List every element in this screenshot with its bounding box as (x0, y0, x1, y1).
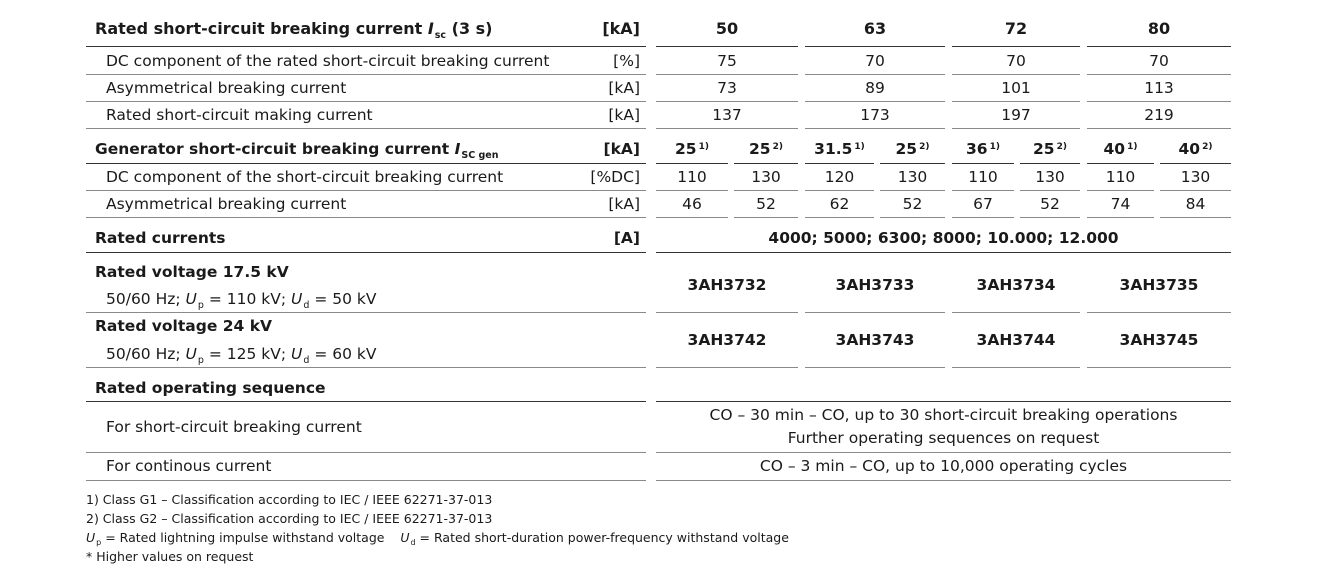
sequence-breaking-label: For short-circuit breaking current (106, 418, 362, 436)
cell: 120 (824, 168, 855, 186)
rule (805, 217, 874, 218)
rule (952, 190, 1014, 191)
voltage-17-title: Rated voltage 17.5 kV (95, 263, 289, 281)
cell: 130 (1180, 168, 1211, 186)
rule (1087, 312, 1231, 313)
rating-50: 50 (715, 19, 739, 38)
rule (86, 101, 646, 102)
footnote-1: 1) Class G1 – Classification according to IEC / IEEE 62271-37-013 (86, 492, 493, 507)
type-code: 3AH3734 (976, 276, 1056, 294)
cell: 130 (751, 168, 781, 186)
rule (656, 217, 728, 218)
row-label: Rated short-circuit making current (106, 106, 373, 124)
sequence-continuous-label: For continous current (106, 457, 272, 475)
voltage-24-sub: 50/60 Hz; $U_p = 125$ kV; $U_d = 60$ kV (106, 345, 377, 366)
gen-value: 31.5 $^{1)}$ (814, 140, 865, 158)
rule (656, 128, 798, 129)
cell: 52 (1040, 195, 1060, 213)
row-label: DC component of the short-circuit breaking current (106, 168, 504, 186)
voltage-17-sub: 50/60 Hz; $U_p = 110$ kV; $U_d = 50$ kV (106, 290, 377, 311)
footnote-4: * Higher values on request (86, 549, 254, 564)
rule (880, 163, 945, 164)
footnote-2: 2) Class G2 – Classification according to IEC / IEEE 62271-37-013 (86, 511, 493, 526)
rule (86, 480, 646, 481)
rule (1160, 217, 1231, 218)
rule (656, 252, 1231, 253)
header-rule-c4 (1087, 46, 1231, 47)
header-rule-c1 (656, 46, 798, 47)
row-unit: [kA] (608, 106, 640, 124)
rule (656, 452, 1231, 453)
cell: 46 (682, 195, 702, 213)
type-code: 3AH3745 (1119, 331, 1199, 349)
cell: 130 (1035, 168, 1065, 186)
sequence-breaking-line2: Further operating sequences on request (787, 429, 1100, 447)
rule (952, 128, 1080, 129)
cell: 219 (1144, 106, 1174, 124)
rule (805, 128, 945, 129)
cell: 84 (1185, 195, 1206, 213)
rule (1020, 217, 1080, 218)
gen-value: 40 $^{2)}$ (1178, 140, 1213, 158)
type-code: 3AH3743 (835, 331, 915, 349)
cell: 173 (860, 106, 890, 124)
rule (86, 128, 646, 129)
rated-currents-label: Rated currents (95, 229, 226, 247)
rule (1087, 163, 1154, 164)
rule (1160, 190, 1231, 191)
type-code: 3AH3735 (1119, 276, 1199, 294)
voltage-24-title: Rated voltage 24 kV (95, 317, 273, 335)
rule (1087, 367, 1231, 368)
cell: 75 (717, 52, 737, 70)
rule (734, 190, 798, 191)
cell: 70 (865, 52, 885, 70)
gen-value: 25 $^{1)}$ (675, 140, 709, 158)
cell: 52 (756, 195, 776, 213)
rated-currents-value: 4000; 5000; 6300; 8000; 10.000; 12.000 (768, 229, 1119, 247)
rule (952, 367, 1080, 368)
rule (656, 190, 728, 191)
rule (86, 312, 646, 313)
cell: 101 (1001, 79, 1031, 97)
rule (86, 401, 646, 402)
row-label: Asymmetrical breaking current (106, 195, 347, 213)
rule (952, 101, 1080, 102)
rule (656, 367, 798, 368)
rule (1020, 163, 1080, 164)
rule (1020, 190, 1080, 191)
rule (805, 190, 874, 191)
type-code: 3AH3733 (835, 276, 915, 294)
rule (656, 480, 1231, 481)
rule (86, 74, 646, 75)
rule (1087, 128, 1231, 129)
rule (656, 163, 728, 164)
row-unit: [%] (613, 52, 640, 70)
rule (86, 163, 646, 164)
row-unit: [kA] (608, 79, 640, 97)
cell: 73 (717, 79, 737, 97)
cell: 74 (1110, 195, 1131, 213)
sequence-title: Rated operating sequence (95, 379, 326, 397)
rule (805, 367, 945, 368)
footnote-3: $U_p$ = Rated lightning impulse withstand voltage $U_d$ = Rated short-duration power-frequency withstand voltage (86, 530, 789, 547)
type-code: 3AH3732 (687, 276, 767, 294)
header-rule-c2 (805, 46, 945, 47)
cell: 52 (902, 195, 923, 213)
gen-value: 25 $^{2)}$ (1033, 140, 1067, 158)
rule (1087, 101, 1231, 102)
rule (734, 217, 798, 218)
rated-currents-unit: [A] (613, 229, 640, 247)
header-rule (86, 46, 646, 47)
header-rule-c3 (952, 46, 1080, 47)
type-code: 3AH3744 (976, 331, 1056, 349)
rule (86, 190, 646, 191)
rule (86, 367, 646, 368)
row-unit: [%DC] (590, 168, 640, 186)
cell: 110 (1105, 168, 1136, 186)
row-label: DC component of the rated short-circuit breaking current (106, 52, 550, 70)
rule (952, 74, 1080, 75)
rule (880, 190, 945, 191)
cell: 113 (1144, 79, 1174, 97)
rule (656, 101, 798, 102)
rule (805, 312, 945, 313)
rule (656, 74, 798, 75)
gen-value: 36 $^{1)}$ (966, 140, 1000, 158)
cell: 70 (1149, 52, 1169, 70)
cell: 197 (1001, 106, 1031, 124)
cell: 110 (677, 168, 707, 186)
type-code: 3AH3742 (687, 331, 767, 349)
sequence-breaking-line1: CO – 30 min – CO, up to 30 short-circuit breaking operations (709, 406, 1178, 424)
generator-unit: [kA] (603, 140, 640, 158)
cell: 110 (968, 168, 998, 186)
rule (656, 401, 1231, 402)
generator-title: Generator short-circuit breaking current $I_{SC gen}$ (95, 140, 499, 161)
rating-63: 63 (863, 19, 887, 38)
cell: 70 (1006, 52, 1026, 70)
rule (952, 217, 1014, 218)
rule (734, 163, 798, 164)
row-label: Asymmetrical breaking current (106, 79, 347, 97)
header-unit: [kA] (602, 19, 640, 38)
rule (1160, 163, 1231, 164)
rule (86, 452, 646, 453)
rule (805, 74, 945, 75)
rating-72: 72 (1004, 19, 1028, 38)
cell: 130 (897, 168, 928, 186)
rule (656, 312, 798, 313)
rating-80: 80 (1147, 19, 1171, 38)
row-unit: [kA] (608, 195, 640, 213)
gen-value: 40 $^{1)}$ (1103, 140, 1138, 158)
rule (880, 217, 945, 218)
cell: 89 (865, 79, 885, 97)
rule (952, 163, 1014, 164)
header-title: Rated short-circuit breaking current $I_{sc}$ (3 s) (95, 19, 493, 41)
cell: 62 (829, 195, 850, 213)
rule (952, 312, 1080, 313)
rule (805, 163, 874, 164)
gen-value: 25 $^{2)}$ (749, 140, 783, 158)
rule (86, 252, 646, 253)
rule (86, 217, 646, 218)
rule (1087, 74, 1231, 75)
rule (1087, 217, 1154, 218)
sequence-continuous-value: CO – 3 min – CO, up to 10,000 operating cycles (759, 457, 1128, 475)
rule (805, 101, 945, 102)
rule (1087, 190, 1154, 191)
cell: 137 (712, 106, 742, 124)
gen-value: 25 $^{2)}$ (895, 140, 930, 158)
cell: 67 (973, 195, 993, 213)
